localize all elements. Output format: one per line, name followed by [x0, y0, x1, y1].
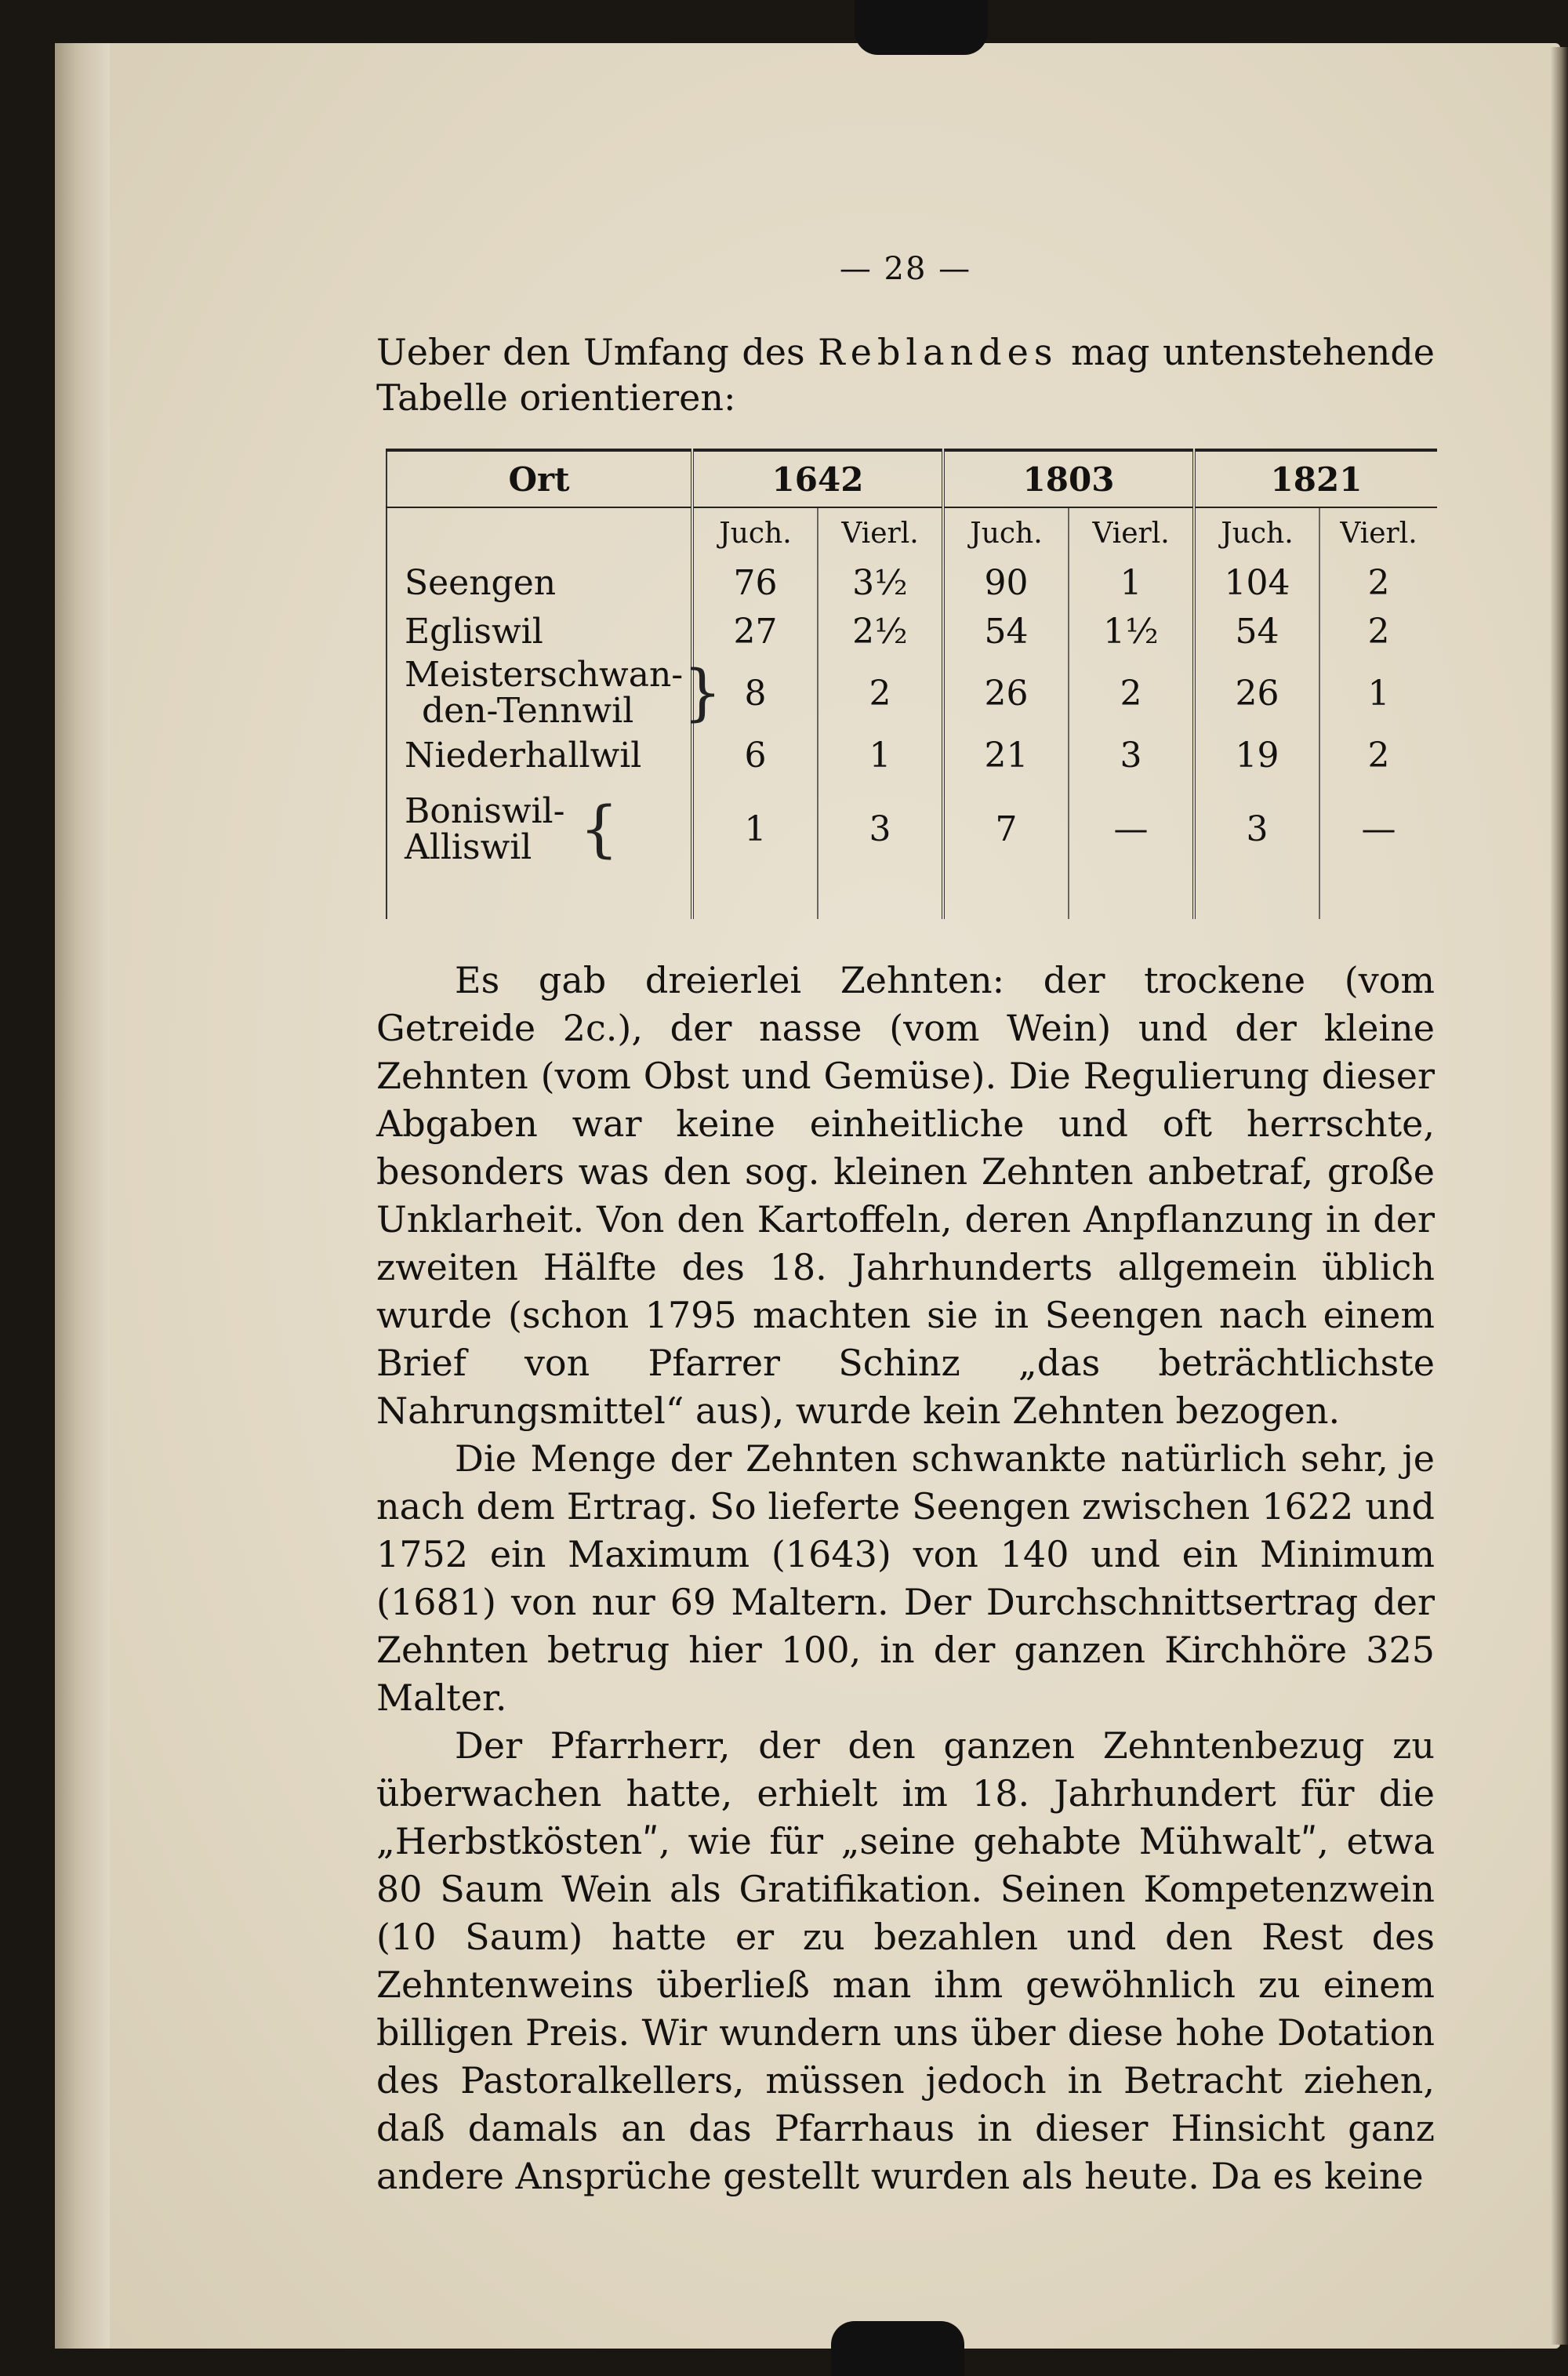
place-name-line1: Meisterschwan-	[405, 655, 684, 695]
table-cell: 90	[943, 558, 1069, 607]
intro-sentence	[376, 329, 1435, 420]
header-ort: Ort	[387, 450, 692, 507]
unit-vierl: Vierl.	[1069, 507, 1194, 558]
table-cell: —	[1361, 809, 1396, 849]
table-cell: 3	[1069, 731, 1194, 779]
table-unit-row	[387, 507, 1437, 558]
unit-juch: Juch.	[1194, 507, 1319, 558]
place-name: Seengen	[405, 562, 557, 603]
table-row	[387, 731, 1437, 779]
scanner-clip-top	[855, 0, 988, 55]
table-cell: 8	[692, 656, 818, 731]
table-row	[387, 656, 1437, 731]
table-cell: 2	[1069, 656, 1194, 731]
table-cell: 1	[818, 731, 943, 779]
table-cell: 21	[943, 731, 1069, 779]
place-name: Egliswil	[405, 611, 543, 652]
brace-glyph: {	[579, 794, 619, 865]
table-cell: 6	[692, 731, 818, 779]
unit-vierl: Vierl.	[1340, 517, 1417, 550]
table-cell: 2½	[818, 607, 943, 656]
table-cell: 26	[943, 656, 1069, 731]
table-cell: 54	[1194, 607, 1319, 656]
table-row	[387, 607, 1437, 656]
header-year-1642: 1642	[692, 450, 943, 507]
paragraph: Es gab dreierlei Zehnten: der trockene (vom Getreide 2c.), der nasse (vom Wein) und der kleine Zehnten (vom Obst und Gemüse). Die Regulierung dieser Abgaben war keine einheitliche und oft herrschte, besonders was den sog. kleinen Zehnten anbetraf, große Unklarheit. Von den Kartoffeln, deren Anpflanzung in der zweiten Hälfte des 18. Jahrhunderts allgemein üblich wurde (schon 1795 machten sie in Seengen nach einem Brief von Pfarrer Schinz „das beträchtlichste Nahrungsmittel“ aus), wurde kein Zehnten bezogen.	[376, 959, 1435, 1432]
place-name-line2: den-Tennwil	[422, 691, 634, 731]
body-text	[376, 957, 1435, 2200]
page-number: — 28 —	[839, 251, 972, 287]
paragraph: Die Menge der Zehnten schwankte natürlich sehr, je nach dem Ertrag. So lieferte Seengen zwischen 1622 und 1752 ein Maximum (1643) von 140 und ein Minimum (1681) von nur 69 Maltern. Der Durchschnittsertrag der Zehnten betrug hier 100, in der ganzen Kirchhöre 325 Malter.	[376, 1437, 1435, 1719]
table-cell: 3	[818, 779, 943, 919]
book-gutter	[55, 43, 110, 2349]
place-name-line2: Alliswil	[405, 827, 532, 867]
unit-vierl: Vierl.	[818, 507, 943, 558]
unit-juch: Juch.	[692, 507, 818, 558]
table-cell: 7	[943, 779, 1069, 919]
table-cell: 76	[692, 558, 818, 607]
table-cell: 1½	[1069, 607, 1194, 656]
header-year-1803: 1803	[943, 450, 1194, 507]
paragraph: Der Pfarrherr, der den ganzen Zehntenbezug zu überwachen hatte, erhielt im 18. Jahrhundert für die „Herbstköstenʺ, wie für „seine gehabte Mühwaltʺ, etwa 80 Saum Wein als Gratifikation. Seinen Kompetenzwein (10 Saum) hatte er zu bezahlen und den Rest des Zehntenweins überließ man ihm gewöhnlich zu einem billigen Preis. Wir wundern uns über diese hohe Dotation des Pastoralkellers, müssen jedoch in Betracht ziehen, daß damals an das Pfarrhaus in dieser Hinsicht ganz andere Ansprüche gestellt wurden als heute. Da es keine	[376, 1724, 1435, 2197]
header-year-1821: 1821	[1194, 450, 1437, 507]
table-cell: 2	[1367, 611, 1390, 652]
table-row	[387, 779, 1437, 919]
unit-juch: Juch.	[943, 507, 1069, 558]
vineyard-table	[386, 449, 1436, 927]
table-cell: —	[1069, 779, 1194, 919]
table-cell: 1	[1069, 558, 1194, 607]
table-cell: 2	[1367, 735, 1390, 776]
table-cell: 27	[692, 607, 818, 656]
table-cell: 26	[1194, 656, 1319, 731]
page-edge-shadow	[1551, 47, 1568, 2345]
intro-text-start: Ueber den Umfang des	[376, 331, 818, 373]
scanner-clip-bottom	[831, 2321, 964, 2376]
table-cell: 19	[1194, 731, 1319, 779]
brace-glyph: }	[683, 658, 722, 728]
intro-text-end: mag untenstehende Tabelle orientieren:	[376, 331, 1435, 419]
table-row	[387, 558, 1437, 607]
table-cell: 1	[1367, 673, 1390, 714]
place-name: Niederhallwil	[405, 735, 642, 776]
table-header-row	[387, 450, 1437, 507]
table-cell: 104	[1194, 558, 1319, 607]
table-cell: 3	[1194, 779, 1319, 919]
table-cell: 2	[818, 656, 943, 731]
table-cell: 3½	[818, 558, 943, 607]
table-cell: 2	[1367, 562, 1390, 603]
table-cell: 1	[692, 779, 818, 919]
table-cell: 54	[943, 607, 1069, 656]
place-name-line1: Boniswil-	[405, 791, 565, 831]
intro-emphasis: Reblandes	[818, 331, 1058, 373]
